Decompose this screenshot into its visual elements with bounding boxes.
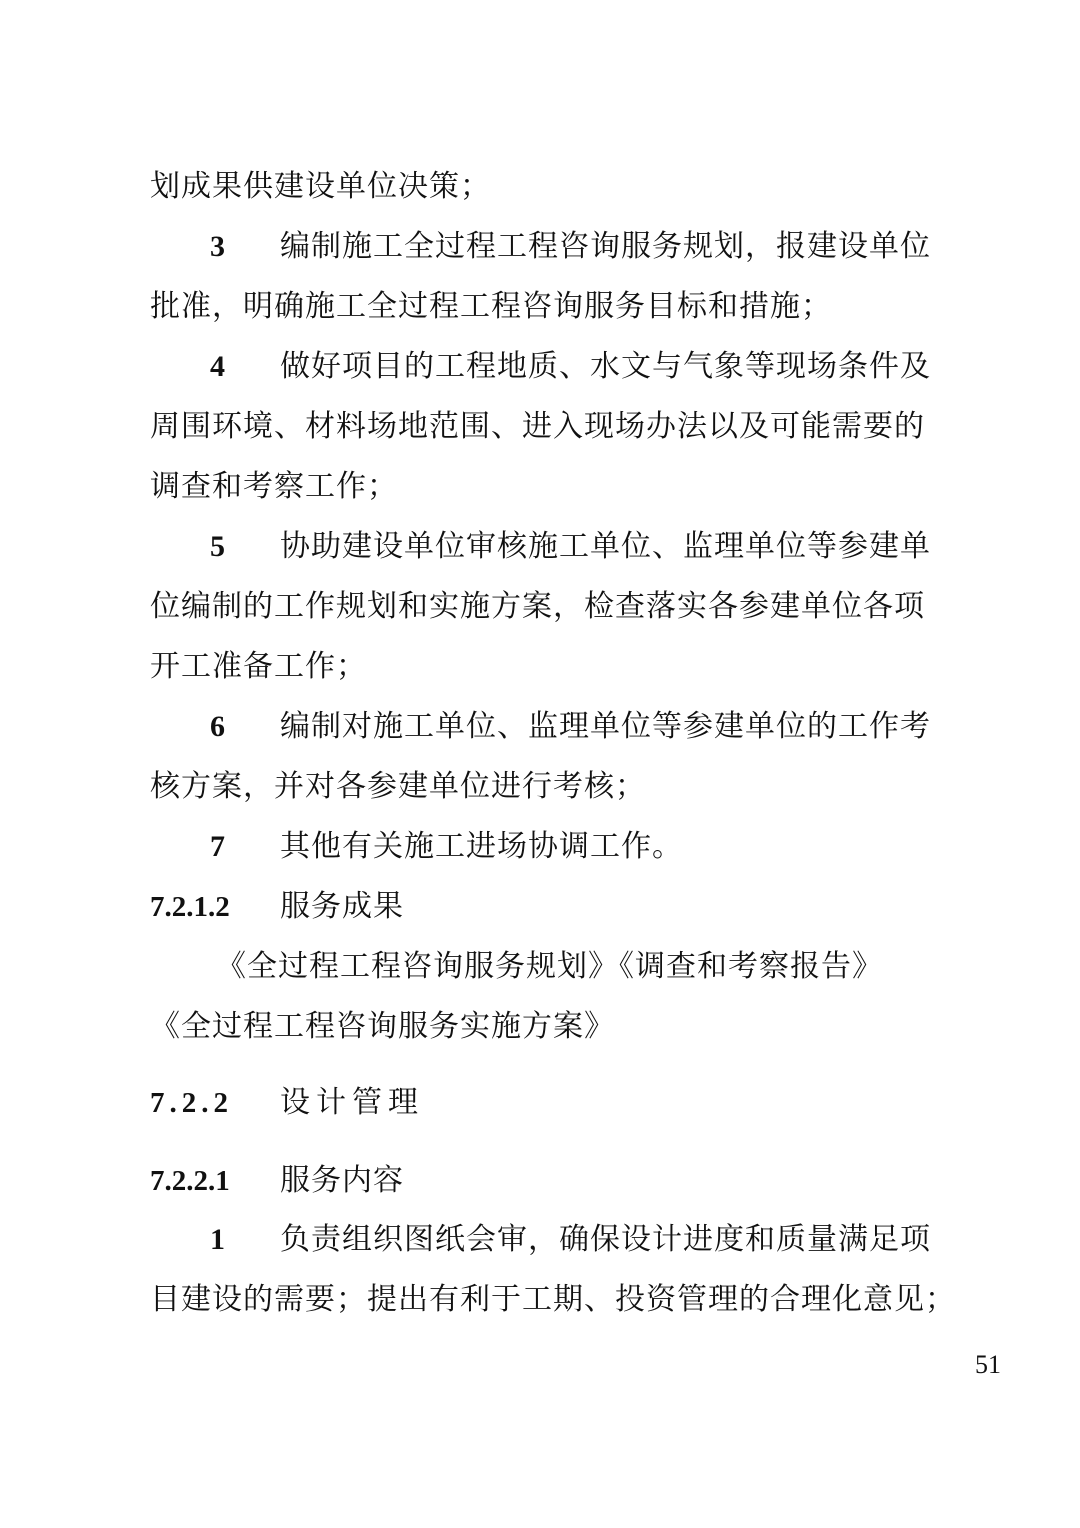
paragraph-line: 做好项目的工程地质、水文与气象等现场条件及	[280, 349, 931, 384]
item-number: 1	[210, 1223, 225, 1256]
section-number: 7.2.2	[150, 1087, 233, 1119]
item-number: 6	[210, 710, 225, 743]
paragraph-line: 负责组织图纸会审，确保设计进度和质量满足项	[280, 1222, 931, 1257]
paragraph-line: 批准，明确施工全过程工程咨询服务目标和措施；	[150, 289, 832, 324]
page-number: 51	[975, 1350, 1001, 1379]
paragraph-line: 编制对施工单位、监理单位等参建单位的工作考	[280, 709, 931, 744]
paragraph-line: 划成果供建设单位决策；	[150, 169, 491, 204]
item-number: 7	[210, 830, 225, 863]
section-number: 7.2.2.1	[150, 1165, 230, 1197]
item-number: 3	[210, 230, 225, 263]
section-title: 设计管理	[280, 1085, 424, 1120]
paragraph-line: 目建设的需要；提出有利于工期、投资管理的合理化意见；	[150, 1282, 956, 1317]
paragraph-line: 周围环境、材料场地范围、进入现场办法以及可能需要的	[150, 409, 925, 444]
paragraph-line: 核方案，并对各参建单位进行考核；	[150, 769, 646, 804]
item-number: 5	[210, 530, 225, 563]
section-title: 服务成果	[280, 889, 404, 924]
section-title: 服务内容	[280, 1163, 404, 1198]
paragraph-line: 其他有关施工进场协调工作。	[280, 829, 683, 864]
paragraph-line: 《全过程工程咨询服务规划》《调查和考察报告》	[216, 949, 883, 984]
section-number: 7.2.1.2	[150, 891, 230, 923]
item-number: 4	[210, 350, 225, 383]
paragraph-line: 开工准备工作；	[150, 649, 367, 684]
paragraph-line: 编制施工全过程工程咨询服务规划，报建设单位	[280, 229, 931, 264]
paragraph-line: 协助建设单位审核施工单位、监理单位等参建单	[280, 529, 931, 564]
paragraph-line: 调查和考察工作；	[150, 469, 398, 504]
paragraph-line: 《全过程工程咨询服务实施方案》	[150, 1009, 615, 1044]
paragraph-line: 位编制的工作规划和实施方案，检查落实各参建单位各项	[150, 589, 925, 624]
